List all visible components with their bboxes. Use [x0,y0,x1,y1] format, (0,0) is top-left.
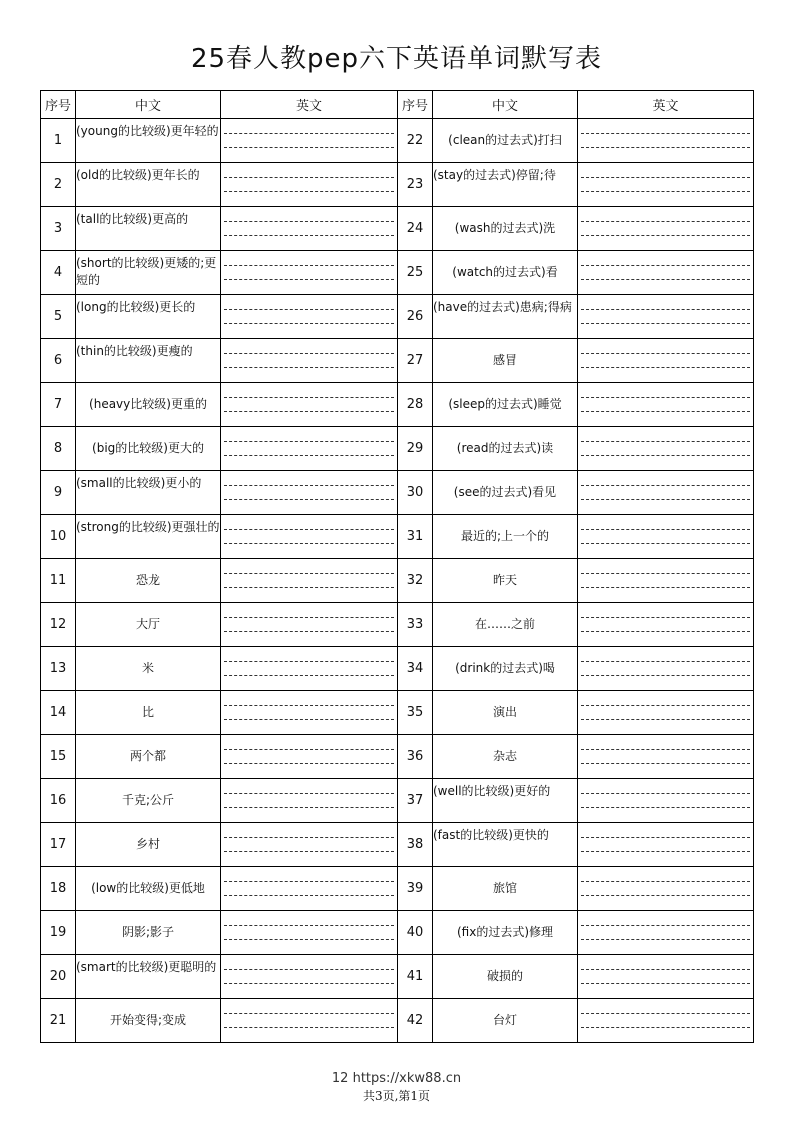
english-answer-cell[interactable] [221,471,398,515]
row-number: 15 [41,735,76,779]
english-answer-cell[interactable] [578,383,754,427]
english-answer-cell[interactable] [578,779,754,823]
row-number: 12 [41,603,76,647]
english-answer-cell[interactable] [221,735,398,779]
row-number: 1 [41,119,76,163]
table-row [41,779,754,823]
header-row [41,91,754,119]
chinese-term: (fast的比较级)更快的 [433,823,578,867]
chinese-term: (strong的比较级)更强壮的 [76,515,221,559]
writing-guideline [224,265,394,266]
chinese-term: 阴影;影子 [76,911,221,955]
writing-guideline [581,191,750,192]
chinese-term: (thin的比较级)更瘦的 [76,339,221,383]
writing-guideline [581,617,750,618]
table-row [41,911,754,955]
chinese-term: 杂志 [433,735,578,779]
writing-guideline [224,455,394,456]
footer-page-count: 共3页,第1页 [362,1089,431,1103]
page-title: 25春人教pep六下英语单词默写表 [190,44,603,74]
header-en-left: 英文 [221,91,398,119]
chinese-term: (read的过去式)读 [433,427,578,471]
vocabulary-table [40,90,754,1043]
english-answer-cell[interactable] [221,251,398,295]
writing-guideline [581,661,750,662]
english-answer-cell[interactable] [221,515,398,559]
writing-guideline [581,983,750,984]
english-answer-cell[interactable] [221,867,398,911]
row-number: 20 [41,955,76,999]
writing-guideline [224,1013,394,1014]
table-row [41,471,754,515]
row-number: 14 [41,691,76,735]
table-row [41,691,754,735]
writing-guideline [581,851,750,852]
writing-guideline [224,279,394,280]
row-number: 11 [41,559,76,603]
english-answer-cell[interactable] [221,691,398,735]
chinese-term: (clean的过去式)打扫 [433,119,578,163]
english-answer-cell[interactable] [221,119,398,163]
row-number: 28 [398,383,433,427]
chinese-term: 台灯 [433,999,578,1043]
writing-guideline [224,793,394,794]
english-answer-cell[interactable] [578,471,754,515]
row-number: 19 [41,911,76,955]
writing-guideline [224,631,394,632]
row-number: 33 [398,603,433,647]
english-answer-cell[interactable] [578,955,754,999]
writing-guideline [581,881,750,882]
chinese-term: 旅馆 [433,867,578,911]
english-answer-cell[interactable] [221,823,398,867]
row-number: 13 [41,647,76,691]
writing-guideline [581,763,750,764]
writing-guideline [224,617,394,618]
table-row [41,559,754,603]
english-answer-cell[interactable] [221,559,398,603]
row-number: 29 [398,427,433,471]
writing-guideline [224,939,394,940]
english-answer-cell[interactable] [578,163,754,207]
english-answer-cell[interactable] [221,779,398,823]
english-answer-cell[interactable] [221,207,398,251]
row-number: 22 [398,119,433,163]
row-number: 37 [398,779,433,823]
row-number: 18 [41,867,76,911]
writing-guideline [581,367,750,368]
row-number: 41 [398,955,433,999]
writing-guideline [581,1013,750,1014]
writing-guideline [224,191,394,192]
chinese-term: (see的过去式)看见 [433,471,578,515]
table-row [41,999,754,1043]
writing-guideline [224,881,394,882]
row-number: 24 [398,207,433,251]
writing-guideline [224,719,394,720]
header-num-right: 序号 [398,91,433,119]
english-answer-cell[interactable] [221,163,398,207]
writing-guideline [581,925,750,926]
chinese-term: 千克;公斤 [76,779,221,823]
writing-guideline [224,177,394,178]
chinese-term: (heavy比较级)更重的 [76,383,221,427]
row-number: 16 [41,779,76,823]
header-cn-right: 中文 [433,91,578,119]
english-answer-cell[interactable] [578,647,754,691]
row-number: 9 [41,471,76,515]
writing-guideline [224,851,394,852]
chinese-term: 米 [76,647,221,691]
writing-guideline [581,411,750,412]
writing-guideline [224,221,394,222]
chinese-term: (sleep的过去式)睡觉 [433,383,578,427]
writing-guideline [224,749,394,750]
english-answer-cell[interactable] [221,955,398,999]
writing-guideline [581,279,750,280]
table-row [41,515,754,559]
writing-guideline [581,133,750,134]
english-answer-cell[interactable] [221,295,398,339]
writing-guideline [581,455,750,456]
writing-guideline [224,367,394,368]
writing-guideline [224,485,394,486]
writing-guideline [581,323,750,324]
chinese-term: 感冒 [433,339,578,383]
chinese-term: 恐龙 [76,559,221,603]
chinese-term: 最近的;上一个的 [433,515,578,559]
writing-guideline [224,133,394,134]
row-number: 31 [398,515,433,559]
table-row [41,339,754,383]
chinese-term: (old的比较级)更年长的 [76,163,221,207]
writing-guideline [581,837,750,838]
chinese-term: (fix的过去式)修理 [433,911,578,955]
writing-guideline [581,499,750,500]
table-row [41,867,754,911]
table-row [41,955,754,999]
writing-guideline [224,323,394,324]
writing-guideline [581,587,750,588]
writing-guideline [224,763,394,764]
writing-guideline [581,235,750,236]
table-row [41,207,754,251]
chinese-term: (watch的过去式)看 [433,251,578,295]
chinese-term: (smart的比较级)更聪明的 [76,955,221,999]
writing-guideline [224,235,394,236]
english-answer-cell[interactable] [578,339,754,383]
chinese-term: (small的比较级)更小的 [76,471,221,515]
header-cn-left: 中文 [76,91,221,119]
writing-guideline [224,397,394,398]
row-number: 21 [41,999,76,1043]
chinese-term: (well的比较级)更好的 [433,779,578,823]
table-row [41,647,754,691]
row-number: 35 [398,691,433,735]
row-number: 32 [398,559,433,603]
writing-guideline [581,895,750,896]
writing-guideline [224,983,394,984]
chinese-term: 昨天 [433,559,578,603]
table-row [41,735,754,779]
chinese-term: 比 [76,691,221,735]
english-answer-cell[interactable] [578,867,754,911]
row-number: 5 [41,295,76,339]
writing-guideline [581,749,750,750]
writing-guideline [581,485,750,486]
writing-guideline [224,895,394,896]
writing-guideline [581,177,750,178]
writing-guideline [224,807,394,808]
chinese-term: (big的比较级)更大的 [76,427,221,471]
table-row [41,603,754,647]
footer-source: 12 https://xkw88.cn [331,1071,462,1086]
english-answer-cell[interactable] [221,911,398,955]
writing-guideline [581,631,750,632]
writing-guideline [581,793,750,794]
writing-guideline [224,661,394,662]
chinese-term: 在……之前 [433,603,578,647]
chinese-term: 演出 [433,691,578,735]
writing-guideline [224,543,394,544]
row-number: 17 [41,823,76,867]
writing-guideline [224,411,394,412]
chinese-term: (wash的过去式)洗 [433,207,578,251]
row-number: 6 [41,339,76,383]
writing-guideline [224,309,394,310]
row-number: 38 [398,823,433,867]
english-answer-cell[interactable] [578,999,754,1043]
row-number: 7 [41,383,76,427]
english-answer-cell[interactable] [578,515,754,559]
row-number: 8 [41,427,76,471]
writing-guideline [581,543,750,544]
english-answer-cell[interactable] [578,691,754,735]
writing-guideline [581,969,750,970]
chinese-term: 大厅 [76,603,221,647]
row-number: 30 [398,471,433,515]
table-row [41,383,754,427]
writing-guideline [224,499,394,500]
writing-guideline [224,925,394,926]
row-number: 36 [398,735,433,779]
row-number: 4 [41,251,76,295]
writing-guideline [581,441,750,442]
english-answer-cell[interactable] [578,823,754,867]
english-answer-cell[interactable] [221,999,398,1043]
writing-guideline [581,807,750,808]
chinese-term: (stay的过去式)停留;待 [433,163,578,207]
writing-guideline [224,441,394,442]
writing-guideline [224,969,394,970]
english-answer-cell[interactable] [578,251,754,295]
chinese-term: 乡村 [76,823,221,867]
row-number: 42 [398,999,433,1043]
chinese-term: 开始变得;变成 [76,999,221,1043]
chinese-term: (young的比较级)更年轻的 [76,119,221,163]
chinese-term: (tall的比较级)更高的 [76,207,221,251]
english-answer-cell[interactable] [578,735,754,779]
writing-guideline [224,147,394,148]
english-answer-cell[interactable] [221,647,398,691]
row-number: 40 [398,911,433,955]
writing-guideline [581,221,750,222]
row-number: 25 [398,251,433,295]
row-number: 2 [41,163,76,207]
chinese-term: 破损的 [433,955,578,999]
writing-guideline [224,705,394,706]
english-answer-cell[interactable] [221,383,398,427]
header-num-left: 序号 [41,91,76,119]
row-number: 39 [398,867,433,911]
chinese-term: (low的比较级)更低地 [76,867,221,911]
writing-guideline [224,529,394,530]
chinese-term: (long的比较级)更长的 [76,295,221,339]
writing-guideline [581,353,750,354]
table-row [41,119,754,163]
writing-guideline [581,939,750,940]
writing-guideline [224,587,394,588]
writing-guideline [224,1027,394,1028]
writing-guideline [581,1027,750,1028]
table-row [41,295,754,339]
table-row [41,823,754,867]
english-answer-cell[interactable] [221,603,398,647]
table-row [41,427,754,471]
english-answer-cell[interactable] [221,427,398,471]
writing-guideline [581,397,750,398]
writing-guideline [581,705,750,706]
english-answer-cell[interactable] [578,603,754,647]
english-answer-cell[interactable] [578,559,754,603]
writing-guideline [581,719,750,720]
table-row [41,163,754,207]
row-number: 23 [398,163,433,207]
writing-guideline [224,353,394,354]
writing-guideline [581,309,750,310]
english-answer-cell[interactable] [578,911,754,955]
writing-guideline [581,529,750,530]
writing-guideline [581,675,750,676]
table-row [41,251,754,295]
row-number: 27 [398,339,433,383]
english-answer-cell[interactable] [578,295,754,339]
writing-guideline [224,837,394,838]
writing-guideline [581,573,750,574]
chinese-term: (have的过去式)患病;得病 [433,295,578,339]
chinese-term: (short的比较级)更矮的;更短的 [76,251,221,295]
english-answer-cell[interactable] [578,427,754,471]
writing-guideline [224,675,394,676]
header-en-right: 英文 [578,91,754,119]
english-answer-cell[interactable] [578,207,754,251]
row-number: 10 [41,515,76,559]
writing-guideline [581,147,750,148]
row-number: 34 [398,647,433,691]
english-answer-cell[interactable] [578,119,754,163]
row-number: 26 [398,295,433,339]
chinese-term: 两个都 [76,735,221,779]
chinese-term: (drink的过去式)喝 [433,647,578,691]
row-number: 3 [41,207,76,251]
writing-guideline [581,265,750,266]
english-answer-cell[interactable] [221,339,398,383]
writing-guideline [224,573,394,574]
